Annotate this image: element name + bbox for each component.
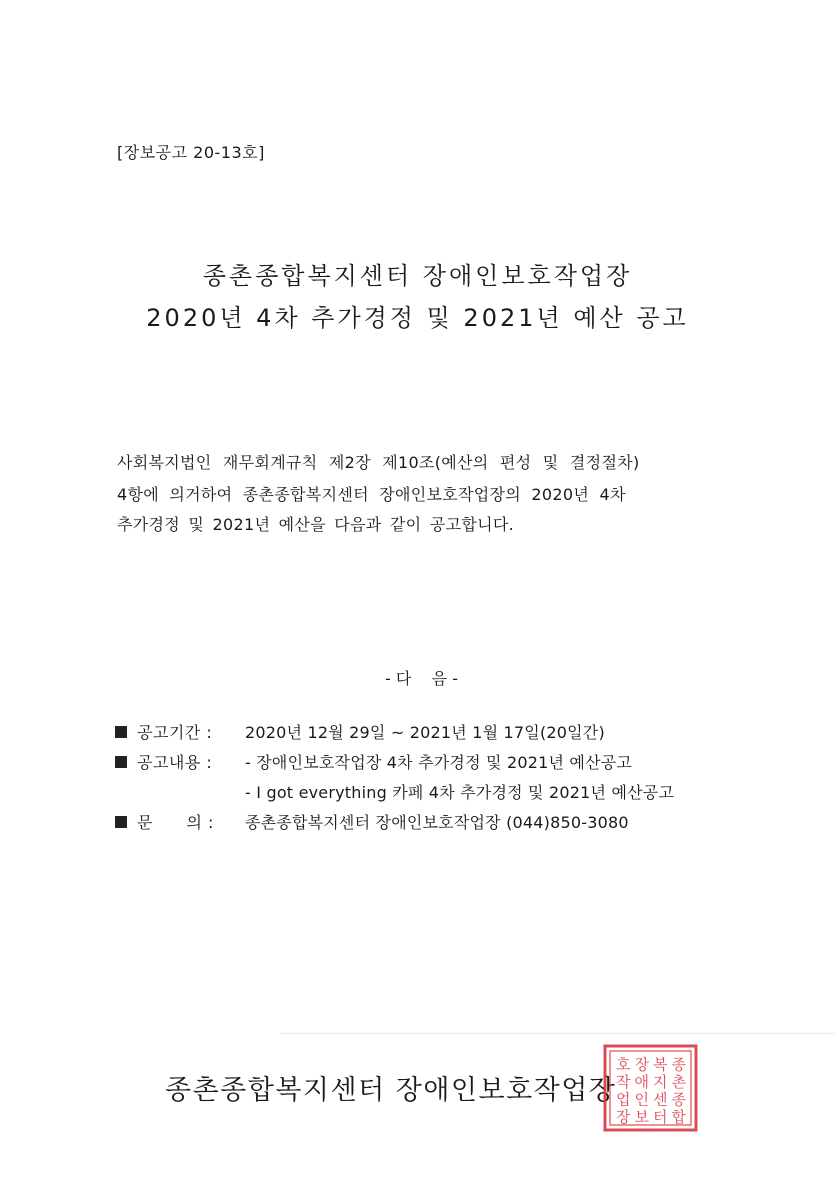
detail-value: - I got everything 카페 4차 추가경정 및 2021년 예산공고 xyxy=(245,783,675,802)
detail-item-contact xyxy=(115,810,629,833)
detail-label: 공고내용 : xyxy=(137,753,213,772)
seal-glyph: 촌 xyxy=(671,1073,686,1091)
seal-glyph: 보 xyxy=(634,1108,649,1126)
bullet-square-icon xyxy=(115,756,127,768)
seal-glyph: 작 xyxy=(616,1073,631,1091)
seal-glyph: 장 xyxy=(634,1055,649,1074)
official-seal-icon xyxy=(602,1043,699,1133)
seal-glyph: 애 xyxy=(634,1073,649,1091)
notice-number: [장보공고 20-13호] xyxy=(117,143,265,162)
page-title-line-2: 2020년 4차 추가경정 및 2021년 예산 공고 xyxy=(146,304,689,332)
seal-glyphs xyxy=(616,1056,687,1127)
seal-glyph: 인 xyxy=(634,1090,649,1109)
seal-glyph: 업 xyxy=(616,1090,631,1109)
body-line-1: 사회복지법인 재무회계규칙 제2장 제10조(예산의 편성 및 결정절차) xyxy=(117,453,640,472)
seal-glyph: 종 xyxy=(671,1055,686,1074)
page-title-line-1: 종촌종합복지센터 장애인보호작업장 xyxy=(202,262,633,290)
bullet-square-icon xyxy=(115,816,127,828)
detail-label: 문 의 : xyxy=(137,813,214,832)
issuer-name: 종촌종합복지센터 장애인보호작업장 xyxy=(165,1075,617,1106)
seal-glyph: 복 xyxy=(653,1055,668,1074)
detail-value: 2020년 12월 29일 ~ 2021년 1월 17일(20일간) xyxy=(245,723,605,742)
seal-glyph: 지 xyxy=(653,1073,668,1091)
section-heading: - 다 음 - xyxy=(385,669,458,688)
detail-item-content-continued xyxy=(115,780,674,803)
seal-glyph: 종 xyxy=(671,1090,686,1109)
detail-item-content xyxy=(115,750,632,773)
seal-glyph: 합 xyxy=(671,1108,686,1126)
detail-item-period xyxy=(115,720,605,743)
seal-glyph: 터 xyxy=(653,1108,668,1126)
detail-value: 종촌종합복지센터 장애인보호작업장 (044)850-3080 xyxy=(245,813,629,832)
detail-label: 공고기간 : xyxy=(137,723,213,742)
seal-glyph: 장 xyxy=(616,1108,631,1126)
body-line-2: 4항에 의거하여 종촌종합복지센터 장애인보호작업장의 2020년 4차 xyxy=(117,485,626,504)
bullet-square-icon xyxy=(115,726,127,738)
detail-value: - 장애인보호작업장 4차 추가경정 및 2021년 예산공고 xyxy=(245,753,633,772)
footer-divider xyxy=(280,1033,835,1034)
seal-glyph: 호 xyxy=(616,1055,631,1074)
seal-glyph: 센 xyxy=(653,1090,668,1109)
body-line-3: 추가경정 및 2021년 예산을 다음과 같이 공고합니다. xyxy=(117,515,514,534)
